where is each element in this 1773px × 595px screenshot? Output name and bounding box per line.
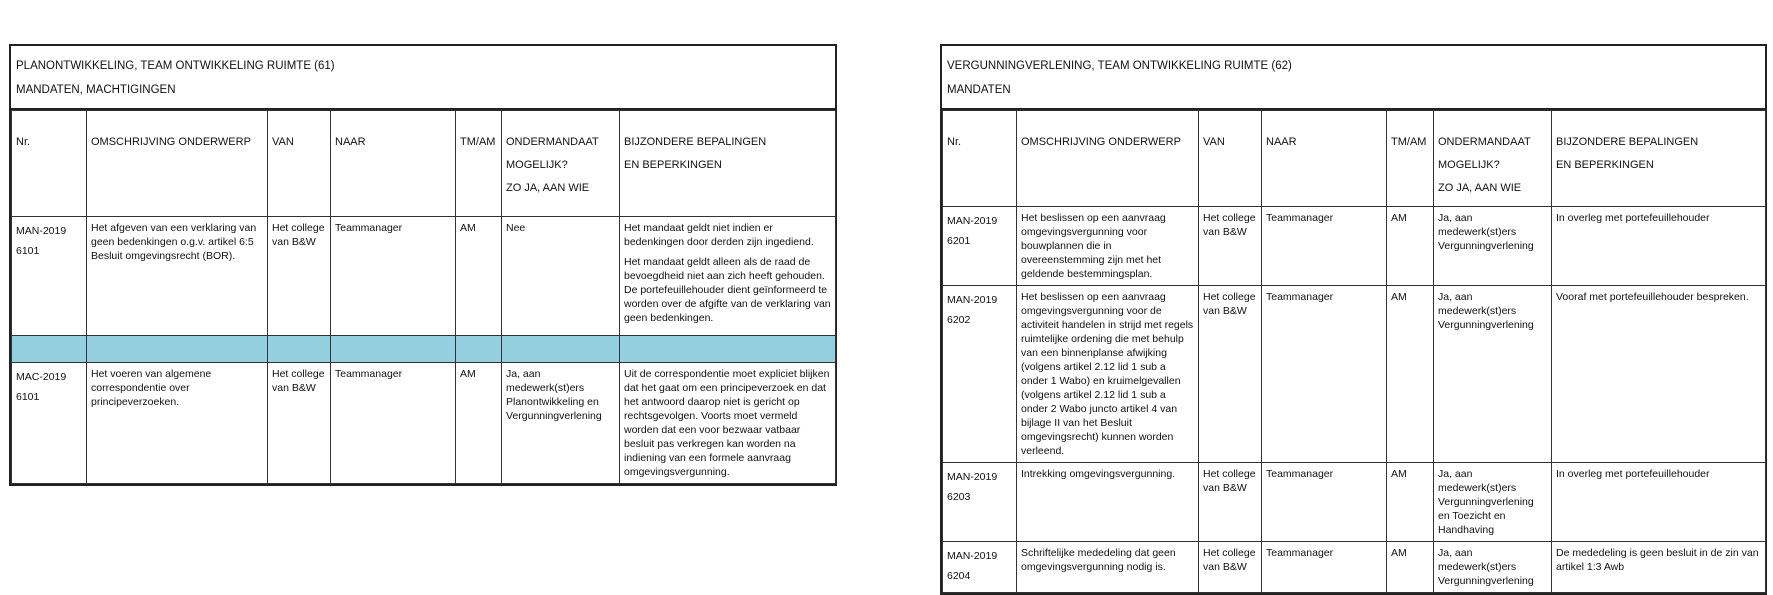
cell-tmam: AM [1387, 542, 1434, 593]
cell-tmam: AM [1387, 286, 1434, 463]
cell-naar: Teammanager [1262, 286, 1387, 463]
cell-van: Het college van B&W [1199, 542, 1262, 593]
cell-tmam: AM [1387, 207, 1434, 286]
cell-bijzondere-bepalingen: Vooraf met portefeuillehouder bespreken. [1552, 286, 1766, 463]
mandate-table-vergunningverlening [940, 44, 1767, 595]
nr-prefix: MAN-2019 [947, 550, 998, 562]
table-row [943, 286, 1766, 463]
header-tmam: TM/AM [1387, 111, 1434, 207]
cell-nr [943, 463, 1017, 542]
header-ondermandaat-line-2: MOGELIJK? [506, 159, 568, 171]
cell-van: Het college van B&W [1199, 463, 1262, 542]
header-bijz-line-2: EN BEPERKINGEN [1556, 159, 1654, 171]
cell-bijzondere-bepalingen: In overleg met portefeuillehouder [1552, 207, 1766, 286]
header-row [943, 111, 1766, 207]
cell-omschrijving: Het beslissen op een aanvraag omgevingsvergunning voor de activiteit handelen in strijd met regels ruimtelijke ordening die met behulp van een binnenplanse afwijking (volgens artikel 2.12 lid 1 sub a onder 1 Wabo) en kruimelgevallen (volgens artikel 2.12 lid 1 sub a onder 2 Wabo juncto artikel 4 van bijlage II van het Besluit omgevingsrecht) kunnen worden verleend. [1017, 286, 1199, 463]
separator-cell [12, 336, 87, 363]
cell-ondermandaat: Ja, aan medewerk(st)ers Planontwikkeling en Vergunningverlening [502, 363, 620, 484]
table-title [11, 46, 835, 110]
cell-ondermandaat: Ja, aan medewerk(st)ers Vergunningverlening [1434, 542, 1552, 593]
header-nr: Nr. [12, 111, 87, 217]
table-title [942, 46, 1765, 110]
cell-ondermandaat: Ja, aan medewerk(st)ers Vergunningverlening [1434, 286, 1552, 463]
header-ondermandaat-line-2: MOGELIJK? [1438, 159, 1500, 171]
cell-van: Het college van B&W [268, 217, 331, 336]
nr-prefix: MAN-2019 [947, 471, 998, 483]
cell-nr [12, 217, 87, 336]
header-naar: NAAR [1262, 111, 1387, 207]
cell-bijzondere-bepalingen: In overleg met portefeuillehouder [1552, 463, 1766, 542]
table-row [943, 463, 1766, 542]
nr-number: 6101 [16, 391, 40, 403]
header-ondermandaat-line-1: ONDERMANDAAT [506, 136, 599, 148]
cell-bijzondere-bepalingen: Uit de correspondentie moet expliciet blijken dat het gaat om een principeverzoek en dat het antwoord daarop niet is gericht op rechtsgevolgen. Voorts moet vermeld worden dat een voor bezwaar vatbaar besluit pas verkregen kan worden na indiening van een formele aanvraag omgevingsvergunning. [620, 363, 836, 484]
cell-naar: Teammanager [1262, 463, 1387, 542]
cell-nr [943, 542, 1017, 593]
cell-tmam: AM [456, 363, 502, 484]
cell-omschrijving: Het voeren van algemene correspondentie over principeverzoeken. [87, 363, 268, 484]
cell-van: Het college van B&W [1199, 286, 1262, 463]
cell-naar: Teammanager [1262, 542, 1387, 593]
cell-ondermandaat: Ja, aan medewerk(st)ers Vergunningverlening en Toezicht en Handhaving [1434, 463, 1552, 542]
bijz-paragraph-1: Het mandaat geldt niet indien er bedenkingen door derden zijn ingediend. [624, 222, 814, 248]
header-row [12, 111, 836, 217]
header-van: VAN [268, 111, 331, 217]
separator-cell [87, 336, 268, 363]
mandate-table [942, 110, 1766, 593]
cell-omschrijving: Intrekking omgevingsvergunning. [1017, 463, 1199, 542]
mandate-table [11, 110, 836, 484]
header-tmam: TM/AM [456, 111, 502, 217]
title-line-1: PLANONTWIKKELING, TEAM ONTWIKKELING RUIMTE (61) [16, 60, 335, 72]
table-row [943, 207, 1766, 286]
header-bijz-line-1: BIJZONDERE BEPALINGEN [624, 136, 767, 148]
separator-cell [456, 336, 502, 363]
cell-omschrijving: Het beslissen op een aanvraag omgevingsvergunning voor bouwplannen die in overeenstemming zijn met het geldende bestemmingsplan. [1017, 207, 1199, 286]
cell-tmam: AM [1387, 463, 1434, 542]
nr-prefix: MAN-2019 [947, 294, 998, 306]
table-row [943, 542, 1766, 593]
header-ondermandaat [502, 111, 620, 217]
bijz-paragraph-2: Het mandaat geldt alleen als de raad de bevoegdheid niet aan zich heeft gehouden. De portefeuillehouder dient geïnformeerd te worden over de afgifte van de verklaring van geen bedenkingen. [624, 256, 831, 324]
header-ondermandaat-line-1: ONDERMANDAAT [1438, 136, 1531, 148]
header-omschrijving: OMSCHRIJVING ONDERWERP [1017, 111, 1199, 207]
separator-cell [268, 336, 331, 363]
header-nr: Nr. [943, 111, 1017, 207]
table-row [12, 217, 836, 336]
nr-prefix: MAN-2019 [947, 215, 998, 227]
table-row [12, 363, 836, 484]
mandate-table-planontwikkeling [9, 44, 837, 486]
header-ondermandaat [1434, 111, 1552, 207]
header-bijz-line-2: EN BEPERKINGEN [624, 159, 722, 171]
header-ondermandaat-line-3: ZO JA, AAN WIE [506, 182, 590, 194]
nr-number: 6202 [947, 314, 971, 326]
cell-bijzondere-bepalingen: De mededeling is geen besluit in de zin van artikel 1:3 Awb [1552, 542, 1766, 593]
title-line-1: VERGUNNINGVERLENING, TEAM ONTWIKKELING RUIMTE (62) [947, 60, 1292, 72]
cell-omschrijving: Schriftelijke mededeling dat geen omgevingsvergunning nodig is. [1017, 542, 1199, 593]
nr-number: 6201 [947, 235, 971, 247]
nr-prefix: MAN-2019 [16, 225, 67, 237]
nr-number: 6101 [16, 245, 40, 257]
cell-ondermandaat: Ja, aan medewerk(st)ers Vergunningverlening [1434, 207, 1552, 286]
header-bijz-line-1: BIJZONDERE BEPALINGEN [1556, 136, 1699, 148]
cell-nr [12, 363, 87, 484]
cell-van: Het college van B&W [268, 363, 331, 484]
cell-bijzondere-bepalingen [620, 217, 836, 336]
header-van: VAN [1199, 111, 1262, 207]
cell-nr [943, 286, 1017, 463]
header-bijzondere-bepalingen [620, 111, 836, 217]
header-omschrijving: OMSCHRIJVING ONDERWERP [87, 111, 268, 217]
cell-van: Het college van B&W [1199, 207, 1262, 286]
cell-tmam: AM [456, 217, 502, 336]
separator-cell [620, 336, 836, 363]
cell-naar: Teammanager [1262, 207, 1387, 286]
cell-omschrijving: Het afgeven van een verklaring van geen bedenkingen o.g.v. artikel 6:5 Besluit omgevingsrecht (BOR). [87, 217, 268, 336]
header-bijzondere-bepalingen [1552, 111, 1766, 207]
title-line-2: MANDATEN, MACHTIGINGEN [16, 84, 176, 96]
cell-naar: Teammanager [331, 363, 456, 484]
cell-naar: Teammanager [331, 217, 456, 336]
separator-row [12, 336, 836, 363]
nr-prefix: MAC-2019 [16, 371, 67, 383]
nr-number: 6204 [947, 570, 971, 582]
header-naar: NAAR [331, 111, 456, 217]
separator-cell [331, 336, 456, 363]
title-line-2: MANDATEN [947, 84, 1011, 96]
separator-cell [502, 336, 620, 363]
cell-ondermandaat: Nee [502, 217, 620, 336]
nr-number: 6203 [947, 491, 971, 503]
cell-nr [943, 207, 1017, 286]
header-ondermandaat-line-3: ZO JA, AAN WIE [1438, 182, 1522, 194]
